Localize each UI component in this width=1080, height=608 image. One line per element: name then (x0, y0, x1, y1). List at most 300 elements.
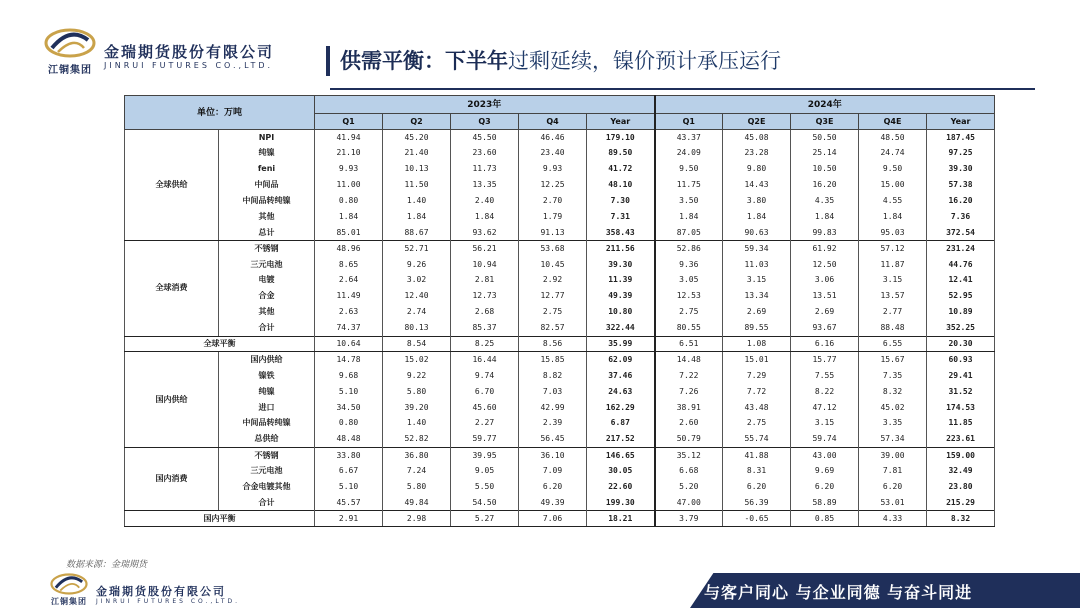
year-total-cell: 7.30 (587, 193, 655, 209)
value-cell: 91.13 (519, 225, 587, 241)
value-cell: 15.85 (519, 352, 587, 368)
value-cell: 2.81 (451, 273, 519, 289)
value-cell: 47.12 (791, 400, 859, 416)
value-cell: 6.68 (655, 463, 723, 479)
year-total-cell: 322.44 (587, 320, 655, 336)
value-cell: 45.60 (451, 400, 519, 416)
section-label: 全球消费 (125, 241, 219, 336)
value-cell: 45.20 (383, 130, 451, 146)
table-row (125, 368, 995, 384)
value-cell: 99.83 (791, 225, 859, 241)
value-cell: 7.29 (723, 368, 791, 384)
table-row (125, 400, 995, 416)
value-cell: 41.88 (723, 447, 791, 463)
value-cell: 2.69 (723, 304, 791, 320)
value-cell: 25.14 (791, 145, 859, 161)
year-total-cell: 44.76 (927, 257, 995, 273)
value-cell: 10.64 (315, 336, 383, 352)
year-total-cell: 30.05 (587, 463, 655, 479)
value-cell: 11.75 (655, 177, 723, 193)
year-total-cell: 22.60 (587, 479, 655, 495)
value-cell: 13.57 (859, 288, 927, 304)
row-label: NPI (219, 130, 315, 146)
year-total-cell: 358.43 (587, 225, 655, 241)
value-cell: 48.48 (315, 431, 383, 447)
year-total-cell: 11.39 (587, 273, 655, 289)
value-cell: 6.67 (315, 463, 383, 479)
value-cell: 4.33 (859, 511, 927, 527)
value-cell: 10.50 (791, 161, 859, 177)
value-cell: 3.50 (655, 193, 723, 209)
table-row (125, 431, 995, 447)
year-total-cell: 179.10 (587, 130, 655, 146)
group-name: 江铜集团 (48, 65, 92, 76)
year-total-cell: 52.95 (927, 288, 995, 304)
table-row (125, 511, 995, 527)
quarter-header: Year (587, 114, 655, 130)
value-cell: 59.34 (723, 241, 791, 257)
value-cell: 12.50 (791, 257, 859, 273)
value-cell: 1.79 (519, 209, 587, 225)
value-cell: 2.74 (383, 304, 451, 320)
value-cell: 8.25 (451, 336, 519, 352)
row-label: 其他 (219, 209, 315, 225)
value-cell: 36.10 (519, 447, 587, 463)
value-cell: 9.68 (315, 368, 383, 384)
value-cell: 13.34 (723, 288, 791, 304)
value-cell: 2.75 (655, 304, 723, 320)
value-cell: 2.70 (519, 193, 587, 209)
table-row (125, 320, 995, 336)
footer-company-name-cn: 金瑞期货股份有限公司 (96, 585, 226, 598)
year-total-cell: 10.89 (927, 304, 995, 320)
value-cell: 1.84 (383, 209, 451, 225)
unit-label: 单位：万吨 (125, 96, 315, 130)
value-cell: 1.84 (451, 209, 519, 225)
value-cell: 9.50 (859, 161, 927, 177)
table-row (125, 225, 995, 241)
value-cell: 9.50 (655, 161, 723, 177)
value-cell: 43.37 (655, 130, 723, 146)
value-cell: 0.85 (791, 511, 859, 527)
value-cell: 3.80 (723, 193, 791, 209)
value-cell: 12.40 (383, 288, 451, 304)
value-cell: 9.26 (383, 257, 451, 273)
value-cell: 4.55 (859, 193, 927, 209)
value-cell: 49.84 (383, 495, 451, 511)
value-cell: 11.50 (383, 177, 451, 193)
table-header-years (125, 96, 995, 114)
value-cell: 52.71 (383, 241, 451, 257)
table-row (125, 463, 995, 479)
value-cell: 45.57 (315, 495, 383, 511)
value-cell: 93.67 (791, 320, 859, 336)
value-cell: 23.40 (519, 145, 587, 161)
value-cell: 7.03 (519, 384, 587, 400)
value-cell: 6.70 (451, 384, 519, 400)
row-label: 进口 (219, 400, 315, 416)
value-cell: 3.06 (791, 273, 859, 289)
quarter-header: Q1 (655, 114, 723, 130)
value-cell: 12.53 (655, 288, 723, 304)
year-total-cell: 23.80 (927, 479, 995, 495)
table-row (125, 130, 995, 146)
value-cell: 6.55 (859, 336, 927, 352)
row-label: feni (219, 161, 315, 177)
value-cell: 9.93 (519, 161, 587, 177)
value-cell: 2.68 (451, 304, 519, 320)
value-cell: 15.01 (723, 352, 791, 368)
year-total-cell: 7.36 (927, 209, 995, 225)
value-cell: 39.00 (859, 447, 927, 463)
quarter-header: Q3 (451, 114, 519, 130)
page-title-main: 供需平衡：下半年 (340, 49, 508, 73)
section-label: 国内消费 (125, 447, 219, 511)
value-cell: 58.89 (791, 495, 859, 511)
value-cell: 38.91 (655, 400, 723, 416)
value-cell: 93.62 (451, 225, 519, 241)
value-cell: 54.50 (451, 495, 519, 511)
quarter-header: Q3E (791, 114, 859, 130)
value-cell: 11.87 (859, 257, 927, 273)
value-cell: 2.27 (451, 416, 519, 432)
table-body (125, 130, 995, 527)
year-total-cell: 39.30 (587, 257, 655, 273)
value-cell: 9.69 (791, 463, 859, 479)
row-label: 国内供给 (219, 352, 315, 368)
table-row (125, 288, 995, 304)
row-label: 总计 (219, 225, 315, 241)
year-total-cell: 16.20 (927, 193, 995, 209)
table-row (125, 384, 995, 400)
row-label: 合计 (219, 320, 315, 336)
year-total-cell: 146.65 (587, 447, 655, 463)
value-cell: 24.09 (655, 145, 723, 161)
value-cell: 82.57 (519, 320, 587, 336)
value-cell: 59.74 (791, 431, 859, 447)
value-cell: 11.73 (451, 161, 519, 177)
value-cell: 43.00 (791, 447, 859, 463)
value-cell: 50.79 (655, 431, 723, 447)
value-cell: 50.50 (791, 130, 859, 146)
value-cell: 45.02 (859, 400, 927, 416)
year-header-2023: 2023年 (315, 96, 655, 114)
row-label: 不锈钢 (219, 241, 315, 257)
row-label: 合金 (219, 288, 315, 304)
table-row (125, 416, 995, 432)
value-cell: 74.37 (315, 320, 383, 336)
value-cell: 59.77 (451, 431, 519, 447)
value-cell: 3.02 (383, 273, 451, 289)
footer-company-name (96, 586, 240, 606)
value-cell: -0.65 (723, 511, 791, 527)
value-cell: 8.65 (315, 257, 383, 273)
value-cell: 48.50 (859, 130, 927, 146)
value-cell: 5.80 (383, 479, 451, 495)
year-header-2024: 2024年 (655, 96, 995, 114)
year-total-cell: 35.99 (587, 336, 655, 352)
year-total-cell: 12.41 (927, 273, 995, 289)
table-row (125, 177, 995, 193)
value-cell: 1.84 (859, 209, 927, 225)
row-label: 合计 (219, 495, 315, 511)
value-cell: 2.64 (315, 273, 383, 289)
value-cell: 7.22 (655, 368, 723, 384)
value-cell: 6.20 (791, 479, 859, 495)
page-title-rest: 过剩延续，镍价预计承压运行 (508, 49, 781, 73)
value-cell: 48.96 (315, 241, 383, 257)
value-cell: 7.09 (519, 463, 587, 479)
year-total-cell: 89.50 (587, 145, 655, 161)
value-cell: 21.10 (315, 145, 383, 161)
value-cell: 57.12 (859, 241, 927, 257)
row-label: 不锈钢 (219, 447, 315, 463)
value-cell: 43.48 (723, 400, 791, 416)
section-label: 全球平衡 (125, 336, 315, 352)
value-cell: 5.50 (451, 479, 519, 495)
value-cell: 39.95 (451, 447, 519, 463)
value-cell: 3.15 (859, 273, 927, 289)
value-cell: 2.69 (791, 304, 859, 320)
value-cell: 23.60 (451, 145, 519, 161)
year-total-cell: 57.38 (927, 177, 995, 193)
value-cell: 2.75 (519, 304, 587, 320)
year-total-cell: 24.63 (587, 384, 655, 400)
value-cell: 3.15 (791, 416, 859, 432)
page-title (340, 46, 781, 76)
value-cell: 9.36 (655, 257, 723, 273)
footer-logo (44, 573, 94, 607)
year-total-cell: 37.46 (587, 368, 655, 384)
year-total-cell: 159.00 (927, 447, 995, 463)
year-total-cell: 352.25 (927, 320, 995, 336)
table-row (125, 336, 995, 352)
value-cell: 56.21 (451, 241, 519, 257)
value-cell: 23.28 (723, 145, 791, 161)
value-cell: 8.22 (791, 384, 859, 400)
value-cell: 90.63 (723, 225, 791, 241)
value-cell: 85.01 (315, 225, 383, 241)
value-cell: 1.84 (723, 209, 791, 225)
table-row (125, 145, 995, 161)
year-total-cell: 49.39 (587, 288, 655, 304)
company-name (104, 44, 274, 71)
value-cell: 36.80 (383, 447, 451, 463)
value-cell: 10.13 (383, 161, 451, 177)
value-cell: 0.80 (315, 416, 383, 432)
company-name-en: JINRUI FUTURES CO.,LTD. (104, 61, 274, 70)
value-cell: 85.37 (451, 320, 519, 336)
table-row (125, 257, 995, 273)
header-divider (330, 88, 1035, 90)
value-cell: 5.10 (315, 479, 383, 495)
table-row (125, 209, 995, 225)
company-name-cn: 金瑞期货股份有限公司 (104, 43, 275, 61)
footer-company-name-en: JINRUI FUTURES CO.,LTD. (96, 598, 241, 605)
value-cell: 5.10 (315, 384, 383, 400)
value-cell: 8.82 (519, 368, 587, 384)
year-total-cell: 20.30 (927, 336, 995, 352)
value-cell: 55.74 (723, 431, 791, 447)
value-cell: 2.98 (383, 511, 451, 527)
year-total-cell: 39.30 (927, 161, 995, 177)
value-cell: 35.12 (655, 447, 723, 463)
row-label: 合金电镀其他 (219, 479, 315, 495)
row-label: 纯镍 (219, 145, 315, 161)
value-cell: 8.31 (723, 463, 791, 479)
year-total-cell: 41.72 (587, 161, 655, 177)
row-label: 中间品转纯镍 (219, 416, 315, 432)
value-cell: 45.08 (723, 130, 791, 146)
value-cell: 7.26 (655, 384, 723, 400)
value-cell: 21.40 (383, 145, 451, 161)
year-total-cell: 18.21 (587, 511, 655, 527)
value-cell: 6.51 (655, 336, 723, 352)
value-cell: 56.39 (723, 495, 791, 511)
value-cell: 12.73 (451, 288, 519, 304)
value-cell: 5.20 (655, 479, 723, 495)
value-cell: 4.35 (791, 193, 859, 209)
row-label: 三元电池 (219, 463, 315, 479)
year-total-cell: 199.30 (587, 495, 655, 511)
value-cell: 15.77 (791, 352, 859, 368)
value-cell: 87.05 (655, 225, 723, 241)
value-cell: 6.20 (723, 479, 791, 495)
row-label: 电镀 (219, 273, 315, 289)
value-cell: 3.05 (655, 273, 723, 289)
section-label: 国内供给 (125, 352, 219, 447)
value-cell: 88.48 (859, 320, 927, 336)
value-cell: 7.55 (791, 368, 859, 384)
value-cell: 53.01 (859, 495, 927, 511)
value-cell: 2.40 (451, 193, 519, 209)
table-row (125, 241, 995, 257)
value-cell: 45.50 (451, 130, 519, 146)
value-cell: 53.68 (519, 241, 587, 257)
value-cell: 9.80 (723, 161, 791, 177)
table-row (125, 447, 995, 463)
value-cell: 15.02 (383, 352, 451, 368)
value-cell: 12.25 (519, 177, 587, 193)
value-cell: 39.20 (383, 400, 451, 416)
value-cell: 1.84 (655, 209, 723, 225)
value-cell: 16.20 (791, 177, 859, 193)
value-cell: 13.51 (791, 288, 859, 304)
value-cell: 24.74 (859, 145, 927, 161)
year-total-cell: 231.24 (927, 241, 995, 257)
value-cell: 1.40 (383, 416, 451, 432)
year-total-cell: 174.53 (927, 400, 995, 416)
year-total-cell: 31.52 (927, 384, 995, 400)
footer-group-name: 江铜集团 (51, 597, 87, 606)
year-total-cell: 7.31 (587, 209, 655, 225)
supply-demand-table-container (124, 95, 992, 527)
value-cell: 14.43 (723, 177, 791, 193)
value-cell: 52.86 (655, 241, 723, 257)
value-cell: 80.13 (383, 320, 451, 336)
value-cell: 6.20 (859, 479, 927, 495)
slogan-text: 与客户同心 与企业同德 与奋斗同进 (704, 583, 973, 602)
title-accent-bar (326, 46, 330, 76)
value-cell: 9.93 (315, 161, 383, 177)
value-cell: 2.39 (519, 416, 587, 432)
table-row (125, 273, 995, 289)
company-logo (40, 28, 100, 76)
value-cell: 14.48 (655, 352, 723, 368)
table-row (125, 352, 995, 368)
table-row (125, 193, 995, 209)
row-label: 纯镍 (219, 384, 315, 400)
year-total-cell: 11.85 (927, 416, 995, 432)
value-cell: 52.82 (383, 431, 451, 447)
value-cell: 8.54 (383, 336, 451, 352)
value-cell: 61.92 (791, 241, 859, 257)
value-cell: 9.05 (451, 463, 519, 479)
value-cell: 42.99 (519, 400, 587, 416)
quarter-header: Q2 (383, 114, 451, 130)
value-cell: 80.55 (655, 320, 723, 336)
year-total-cell: 8.32 (927, 511, 995, 527)
year-total-cell: 10.80 (587, 304, 655, 320)
row-label: 三元电池 (219, 257, 315, 273)
year-total-cell: 6.87 (587, 416, 655, 432)
section-label: 国内平衡 (125, 511, 315, 527)
value-cell: 10.94 (451, 257, 519, 273)
year-total-cell: 29.41 (927, 368, 995, 384)
value-cell: 33.80 (315, 447, 383, 463)
year-total-cell: 211.56 (587, 241, 655, 257)
value-cell: 6.20 (519, 479, 587, 495)
quarter-header: Q1 (315, 114, 383, 130)
year-total-cell: 32.49 (927, 463, 995, 479)
value-cell: 49.39 (519, 495, 587, 511)
value-cell: 57.34 (859, 431, 927, 447)
value-cell: 2.92 (519, 273, 587, 289)
row-label: 镍铁 (219, 368, 315, 384)
row-label: 中间品 (219, 177, 315, 193)
value-cell: 7.81 (859, 463, 927, 479)
section-label: 全球供给 (125, 130, 219, 241)
value-cell: 11.03 (723, 257, 791, 273)
value-cell: 16.44 (451, 352, 519, 368)
quarter-header: Year (927, 114, 995, 130)
value-cell: 2.60 (655, 416, 723, 432)
value-cell: 2.63 (315, 304, 383, 320)
value-cell: 47.00 (655, 495, 723, 511)
value-cell: 13.35 (451, 177, 519, 193)
value-cell: 11.00 (315, 177, 383, 193)
value-cell: 46.46 (519, 130, 587, 146)
value-cell: 9.22 (383, 368, 451, 384)
value-cell: 7.72 (723, 384, 791, 400)
value-cell: 88.67 (383, 225, 451, 241)
value-cell: 3.79 (655, 511, 723, 527)
value-cell: 10.45 (519, 257, 587, 273)
value-cell: 11.49 (315, 288, 383, 304)
value-cell: 8.32 (859, 384, 927, 400)
value-cell: 0.80 (315, 193, 383, 209)
value-cell: 1.08 (723, 336, 791, 352)
value-cell: 89.55 (723, 320, 791, 336)
value-cell: 1.84 (791, 209, 859, 225)
value-cell: 8.56 (519, 336, 587, 352)
value-cell: 56.45 (519, 431, 587, 447)
table-row (125, 479, 995, 495)
value-cell: 9.74 (451, 368, 519, 384)
table-row (125, 161, 995, 177)
year-total-cell: 215.29 (927, 495, 995, 511)
year-total-cell: 60.93 (927, 352, 995, 368)
